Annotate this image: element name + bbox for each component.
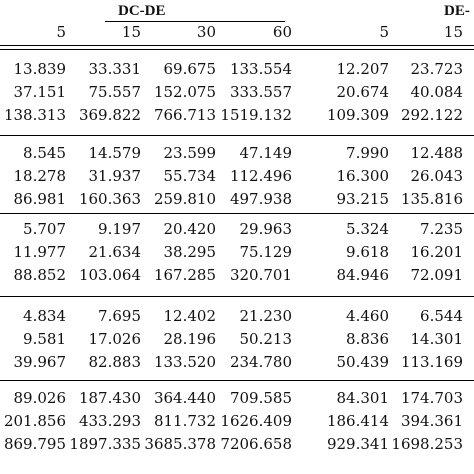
table-cell: 1519.132	[220, 106, 292, 124]
table-cell: 133.520	[153, 353, 216, 371]
table-cell: 72.091	[410, 266, 463, 284]
table-cell: 433.293	[78, 412, 141, 430]
table-cell: 186.414	[326, 412, 389, 430]
table-cell: 84.946	[336, 266, 389, 284]
table-cell: 320.701	[229, 266, 292, 284]
table-cell: 8.836	[346, 330, 389, 348]
table-cell: 9.581	[23, 330, 66, 348]
table-cell: 12.488	[410, 144, 463, 162]
table-cell: 7206.658	[220, 435, 292, 453]
table-cell: 1897.335	[69, 435, 141, 453]
table-cell: 82.883	[88, 353, 141, 371]
table-cell: 138.313	[3, 106, 66, 124]
table-cell: 47.149	[239, 144, 292, 162]
table-cell: 6.544	[420, 307, 463, 325]
table-cell: 4.834	[23, 307, 66, 325]
block-separator	[0, 135, 474, 136]
table-cell: 89.026	[13, 389, 66, 407]
column-header: 5	[56, 23, 66, 41]
table-cell: 11.977	[13, 243, 66, 261]
table-cell: 12.402	[163, 307, 216, 325]
table-cell: 75.557	[88, 83, 141, 101]
table-cell: 929.341	[326, 435, 389, 453]
table-cell: 135.816	[400, 190, 463, 208]
table-cell: 93.215	[336, 190, 389, 208]
table-cell: 9.197	[98, 220, 141, 238]
table-cell: 369.822	[78, 106, 141, 124]
table-cell: 7.990	[346, 144, 389, 162]
table-cell: 23.599	[163, 144, 216, 162]
column-header: 30	[196, 23, 216, 41]
table-cell: 23.723	[410, 60, 463, 78]
table-cell: 16.300	[336, 167, 389, 185]
table-cell: 234.780	[229, 353, 292, 371]
table-cell: 5.707	[23, 220, 66, 238]
table-cell: 174.703	[400, 389, 463, 407]
column-header: 5	[379, 23, 389, 41]
table-cell: 167.285	[153, 266, 216, 284]
table-cell: 20.674	[336, 83, 389, 101]
table-cell: 75.129	[239, 243, 292, 261]
table-cell: 86.981	[13, 190, 66, 208]
table-cell: 3685.378	[144, 435, 216, 453]
table-cell: 14.579	[88, 144, 141, 162]
table-cell: 50.439	[336, 353, 389, 371]
table-cell: 7.235	[420, 220, 463, 238]
block-separator	[0, 380, 474, 381]
group-header-de: DE-	[444, 3, 470, 19]
table-cell: 103.064	[78, 266, 141, 284]
block-separator	[0, 296, 474, 297]
table-cell: 12.207	[336, 60, 389, 78]
header-rule-bottom	[0, 49, 474, 50]
table-cell: 14.301	[410, 330, 463, 348]
table-cell: 55.734	[163, 167, 216, 185]
table-cell: 364.440	[153, 389, 216, 407]
table-cell: 8.545	[23, 144, 66, 162]
table-cell: 84.301	[336, 389, 389, 407]
table-cell: 13.839	[13, 60, 66, 78]
table-cell: 869.795	[3, 435, 66, 453]
table-cell: 9.618	[346, 243, 389, 261]
table-cell: 69.675	[163, 60, 216, 78]
table-cell: 109.309	[326, 106, 389, 124]
table-cell: 1626.409	[220, 412, 292, 430]
table-cell: 259.810	[153, 190, 216, 208]
block-separator	[0, 213, 474, 214]
table-cell: 152.075	[153, 83, 216, 101]
table-cell: 16.201	[410, 243, 463, 261]
group-underline	[105, 21, 285, 22]
table-cell: 292.122	[400, 106, 463, 124]
table-cell: 50.213	[239, 330, 292, 348]
table-cell: 21.230	[239, 307, 292, 325]
table-cell: 40.084	[410, 83, 463, 101]
table-cell: 26.043	[410, 167, 463, 185]
table-cell: 4.460	[346, 307, 389, 325]
table-cell: 20.420	[163, 220, 216, 238]
table-cell: 113.169	[400, 353, 463, 371]
table-cell: 160.363	[78, 190, 141, 208]
table-cell: 29.963	[239, 220, 292, 238]
table-cell: 17.026	[88, 330, 141, 348]
column-header: 15	[121, 23, 141, 41]
table-cell: 38.295	[163, 243, 216, 261]
header-rule-top	[0, 45, 474, 46]
table-cell: 37.151	[13, 83, 66, 101]
group-header-dc-de: DC-DE	[118, 3, 166, 19]
column-header: 60	[272, 23, 292, 41]
table-cell: 33.331	[88, 60, 141, 78]
column-header: 15	[443, 23, 463, 41]
table-cell: 394.361	[400, 412, 463, 430]
table-cell: 1698.253	[391, 435, 463, 453]
table-cell: 333.557	[229, 83, 292, 101]
table-cell: 28.196	[163, 330, 216, 348]
table-cell: 497.938	[229, 190, 292, 208]
table-cell: 112.496	[229, 167, 292, 185]
table-cell: 88.852	[13, 266, 66, 284]
table-cell: 39.967	[13, 353, 66, 371]
table-cell: 7.695	[98, 307, 141, 325]
table-cell: 18.278	[13, 167, 66, 185]
table-cell: 709.585	[229, 389, 292, 407]
table-cell: 21.634	[88, 243, 141, 261]
table-cell: 201.856	[3, 412, 66, 430]
table-cell: 766.713	[153, 106, 216, 124]
table-cell: 133.554	[229, 60, 292, 78]
table-cell: 5.324	[346, 220, 389, 238]
table-cell: 31.937	[88, 167, 141, 185]
table-cell: 811.732	[153, 412, 216, 430]
table-cell: 187.430	[78, 389, 141, 407]
